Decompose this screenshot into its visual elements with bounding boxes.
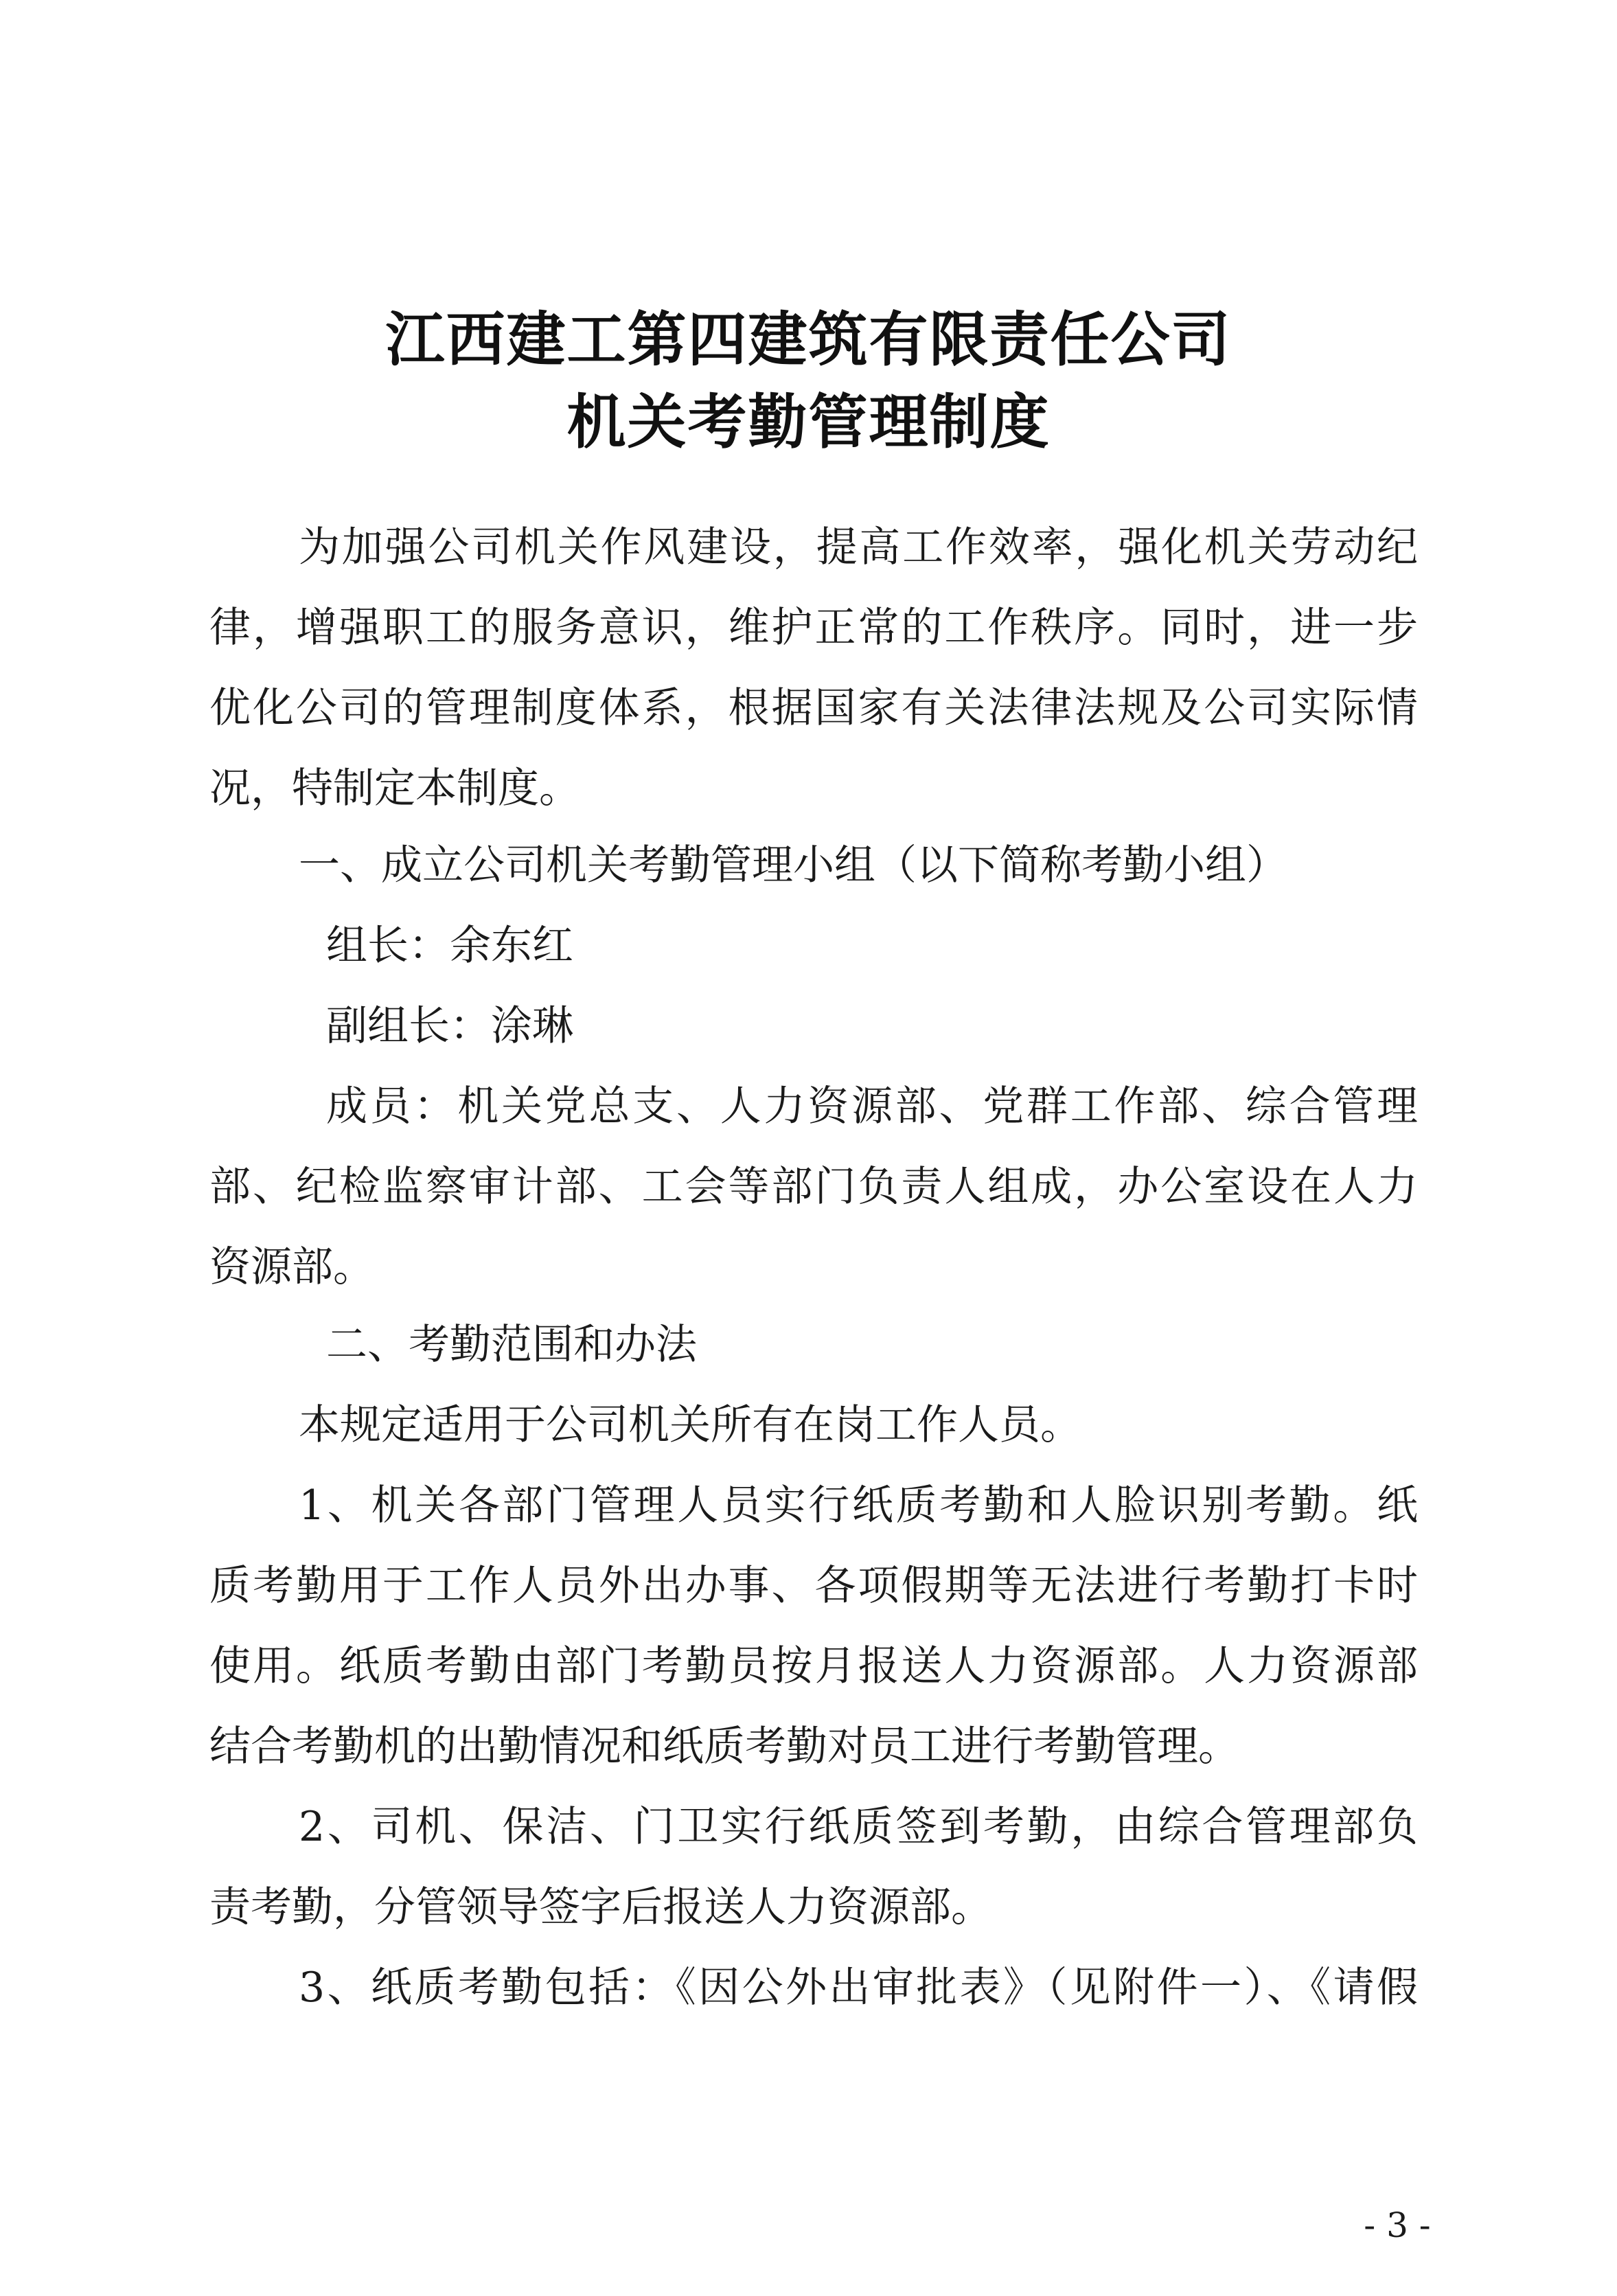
item-2-line: 2、司机、保洁、门卫实行纸质签到考勤，由综合管理部负: [299, 1803, 1418, 1851]
section-heading-2: 二、考勤范围和办法: [326, 1321, 697, 1369]
item-2-line: 责考勤，分管领导签字后报送人力资源部。: [209, 1883, 992, 1931]
intro-paragraph-line: 优化公司的管理制度体系，根据国家有关法律法规及公司实际情: [209, 684, 1418, 732]
document-title: 江西建工第四建筑有限责任公司: [385, 305, 1232, 374]
deputy-leader-line: 副组长：涂琳: [326, 1002, 573, 1050]
item-1-line: 结合考勤机的出勤情况和纸质考勤对员工进行考勤管理。: [209, 1723, 1239, 1771]
document-subtitle: 机关考勤管理制度: [566, 387, 1051, 457]
section-heading-1: 一、成立公司机关考勤管理小组（以下简称考勤小组）: [299, 841, 1287, 889]
members-paragraph-line: 部、纪检监察审计部、工会等部门负责人组成，办公室设在人力: [209, 1163, 1418, 1211]
members-paragraph-line: 成员：机关党总支、人力资源部、党群工作部、综合管理: [326, 1082, 1418, 1130]
item-1-line: 1、机关各部门管理人员实行纸质考勤和人脸识别考勤。纸: [299, 1481, 1418, 1530]
scope-line: 本规定适用于公司机关所有在岗工作人员。: [299, 1401, 1081, 1449]
group-leader-line: 组长：余东红: [326, 922, 573, 970]
intro-paragraph-line: 律，增强职工的服务意识，维护正常的工作秩序。同时，进一步: [209, 604, 1418, 652]
item-1-line: 使用。纸质考勤由部门考勤员按月报送人力资源部。人力资源部: [209, 1642, 1418, 1690]
page-number: - 3 -: [1364, 2205, 1431, 2245]
item-1-line: 质考勤用于工作人员外出办事、各项假期等无法进行考勤打卡时: [209, 1562, 1418, 1610]
members-paragraph-line: 资源部。: [209, 1243, 374, 1291]
intro-paragraph-line: 况，特制定本制度。: [209, 764, 580, 812]
intro-paragraph-line: 为加强公司机关作风建设，提高工作效率，强化机关劳动纪: [299, 523, 1418, 571]
item-3-line: 3、纸质考勤包括：《因公外出审批表》（见附件一）、《请假: [299, 1964, 1418, 2012]
